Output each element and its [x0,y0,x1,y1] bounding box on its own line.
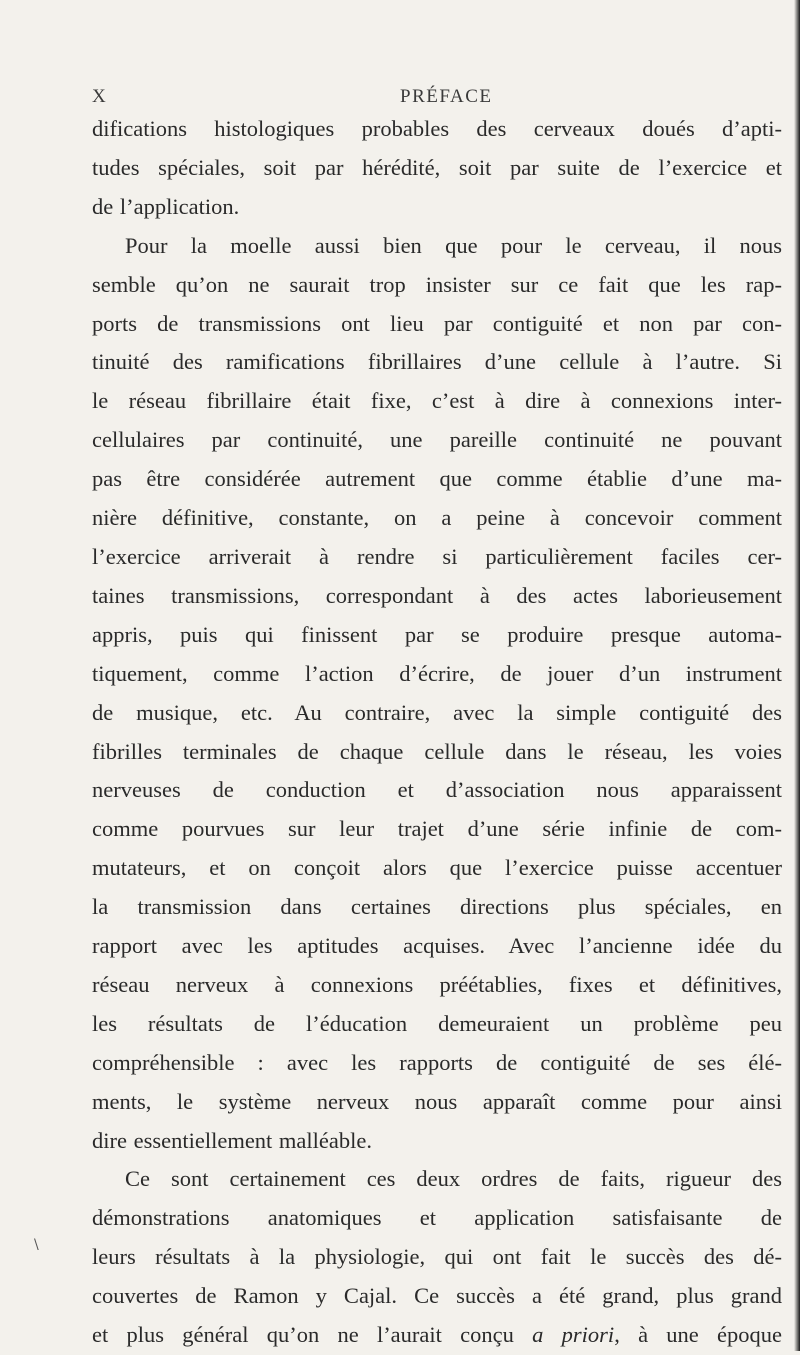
text-line: taines transmissions, correspondant à des actes laborieusement [92,582,782,608]
text-line: la transmission dans certaines directions plus spéciales, en [92,894,782,920]
text-line: nière définitive, constante, on a peine à concevoir comment [92,505,782,531]
text-line: dire essentiellement malléable. [92,1127,373,1153]
text-fragment: , à une époque [614,1322,783,1348]
text-line: appris, puis qui finissent par se produire presque automa- [92,621,782,647]
text-line: tinuité des ramifications fibrillaires d’une cellule à l’autre. Si [92,349,782,375]
text-line: de l’application. [92,193,240,219]
text-line: Pour la moelle aussi bien que pour le cerveau, il nous [125,232,782,258]
text-line-final [92,1316,782,1355]
text-line: cellulaires par continuité, une pareille continuité ne pouvant [92,427,782,453]
margin-mark: \ [34,1237,39,1253]
text-line: mutateurs, et on conçoit alors que l’exercice puisse accentuer [92,855,782,881]
text-line: démonstrations anatomiques et application satisfaisante de [92,1205,782,1231]
text-fragment: et plus général qu’on ne l’aurait conçu [92,1322,514,1348]
text-line: fibrilles terminales de chaque cellule dans le réseau, les voies [92,738,782,764]
text-line: ments, le système nerveux nous apparaît comme pour ainsi [92,1088,782,1114]
body-text [92,110,782,1355]
text-line: réseau nerveux à connexions préétablies, fixes et définitives, [92,971,782,997]
text-line: leurs résultats à la physiologie, qui ont fait le succès des dé- [92,1244,782,1270]
text-line: pas être considérée autrement que comme établie d’une ma- [92,466,782,492]
page-edge [794,0,800,1351]
text-line: le réseau fibrillaire était fixe, c’est à dire à connexions inter- [92,388,782,414]
text-line: difications histologiques probables des cerveaux doués d’apti- [92,116,782,141]
section-title: PRÉFACE [400,86,493,107]
text-line: compréhensible : avec les rapports de contiguité de ses élé- [92,1049,782,1075]
text-line: l’exercice arriverait à rendre si particulièrement faciles cer- [92,543,782,569]
text-line: comme pourvues sur leur trajet d’une série infinie de com- [92,816,782,842]
text-line: tudes spéciales, soit par hérédité, soit par suite de l’exercice et [92,154,782,180]
text-line: les résultats de l’éducation demeuraient un problème peu [92,1010,782,1036]
page-number: X [92,86,108,107]
text-line: rapport avec les aptitudes acquises. Avec l’ancienne idée du [92,933,782,959]
text-line: nerveuses de conduction et d’association nous apparaissent [92,777,782,803]
text-line: ports de transmissions ont lieu par contiguité et non par con- [92,310,782,336]
text-line: Ce sont certainement ces deux ordres de faits, rigueur des [125,1166,782,1192]
text-line: de musique, etc. Au contraire, avec la simple contiguité des [92,699,782,725]
italic-phrase: a priori [532,1322,615,1348]
text-line: tiquement, comme l’action d’écrire, de jouer d’un instrument [92,660,782,686]
text-line: semble qu’on ne saurait trop insister sur ce fait que les rap- [92,271,782,297]
text-line: couvertes de Ramon y Cajal. Ce succès a été grand, plus grand [92,1283,782,1309]
